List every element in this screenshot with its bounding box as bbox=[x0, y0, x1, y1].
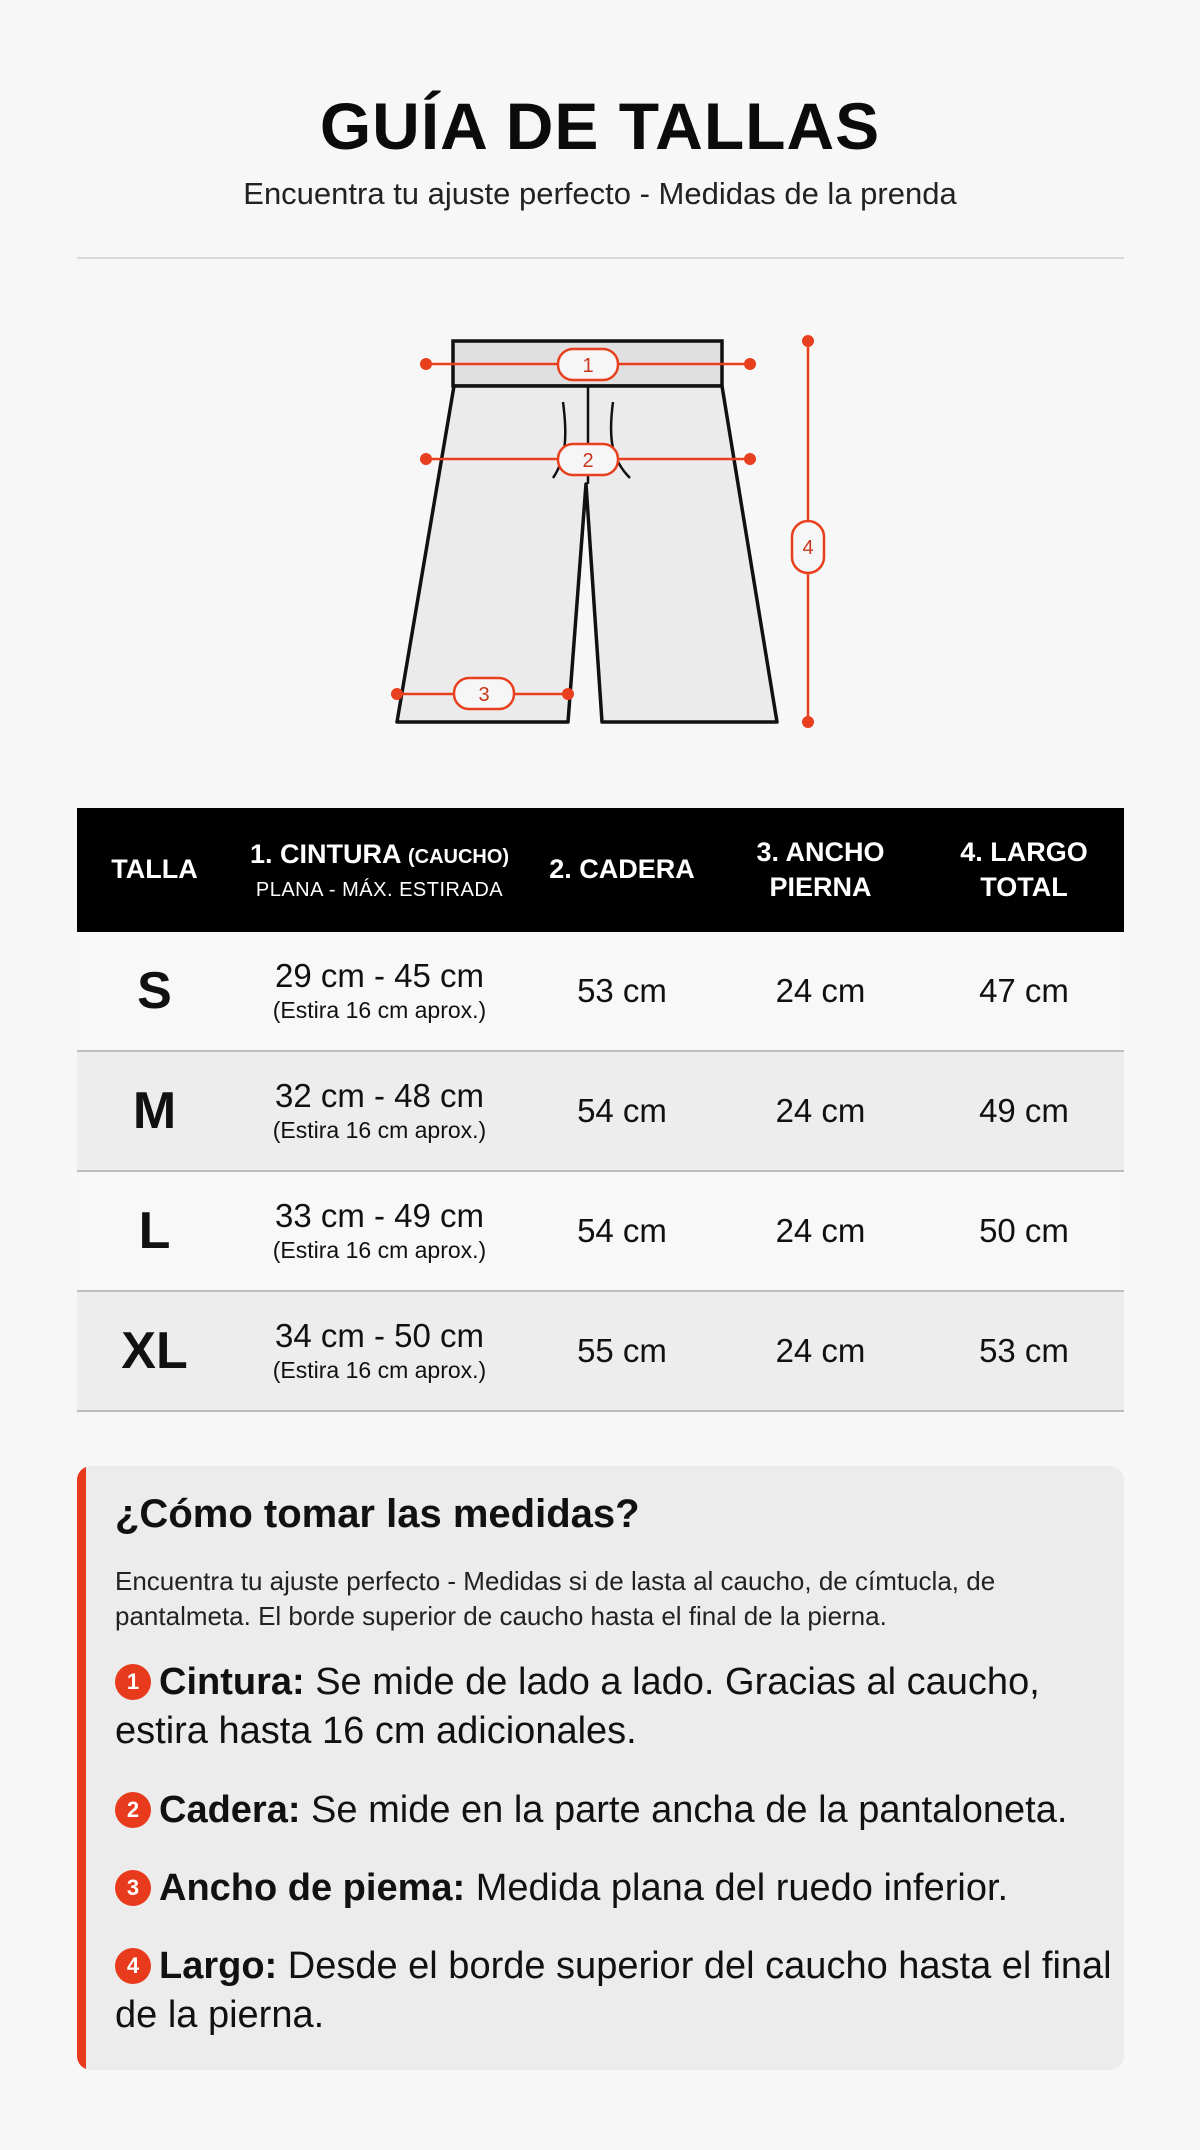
instruction-label: Cadera: bbox=[159, 1789, 301, 1831]
table-row bbox=[77, 1171, 1124, 1291]
header-waist: 1. CINTURA (CAUCHO) PLANA - MÁX. ESTIRADA bbox=[232, 808, 527, 932]
instruction-item-leg bbox=[115, 1864, 1115, 1913]
waist-marker-label: 1 bbox=[582, 355, 594, 377]
leg-cell: 24 cm bbox=[717, 1171, 924, 1291]
leg-cell: 24 cm bbox=[717, 932, 924, 1051]
page-title: GUÍA DE TALLAS bbox=[319, 89, 881, 163]
size-label: S bbox=[77, 932, 232, 1051]
leg-measure-dot bbox=[391, 688, 403, 700]
length-marker-label: 4 bbox=[802, 537, 814, 559]
hip-cell: 55 cm bbox=[527, 1291, 717, 1411]
waist-measure-dot bbox=[744, 358, 756, 370]
instruction-label: Largo: bbox=[159, 1945, 278, 1987]
number-3-icon: 3 bbox=[115, 1870, 151, 1906]
table-header-row bbox=[77, 808, 1124, 932]
size-label: M bbox=[77, 1051, 232, 1171]
instruction-item-waist bbox=[115, 1658, 1115, 1757]
instruction-label: Cintura: bbox=[159, 1661, 305, 1703]
how-to-measure-panel bbox=[77, 1466, 1124, 2070]
number-2-icon: 2 bbox=[115, 1792, 151, 1828]
header-leg-width: 3. ANCHO PIERNA bbox=[717, 808, 924, 932]
leg-cell: 24 cm bbox=[717, 1051, 924, 1171]
table-row bbox=[77, 1291, 1124, 1411]
size-label: XL bbox=[77, 1291, 232, 1411]
leg-measure-dot bbox=[562, 688, 574, 700]
leg-marker-label: 3 bbox=[478, 684, 490, 706]
length-cell: 47 cm bbox=[924, 932, 1124, 1051]
length-cell: 49 cm bbox=[924, 1051, 1124, 1171]
header-total-length: 4. LARGO TOTAL bbox=[924, 808, 1124, 932]
hip-cell: 53 cm bbox=[527, 932, 717, 1051]
instruction-item-hip bbox=[115, 1786, 1115, 1835]
hip-measure-dot bbox=[420, 453, 432, 465]
instruction-text: Desde el borde superior del caucho hasta el final de la pierna. bbox=[115, 1945, 1112, 2037]
hip-measure-dot bbox=[744, 453, 756, 465]
shorts-diagram bbox=[0, 0, 1200, 760]
instruction-text: Se mide en la parte ancha de la pantaloneta. bbox=[300, 1789, 1068, 1831]
accent-bar bbox=[77, 1466, 86, 2070]
waist-cell: 29 cm - 45 cm (Estira 16 cm aprox.) bbox=[232, 932, 527, 1051]
waist-cell: 33 cm - 49 cm (Estira 16 cm aprox.) bbox=[232, 1171, 527, 1291]
table-row bbox=[77, 1051, 1124, 1171]
size-label: L bbox=[77, 1171, 232, 1291]
number-4-icon: 4 bbox=[115, 1948, 151, 1984]
waist-measure-dot bbox=[420, 358, 432, 370]
instruction-label: Ancho de piema: bbox=[159, 1867, 466, 1909]
header-size: TALLA bbox=[77, 808, 232, 932]
instruction-text: Medida plana del ruedo inferior. bbox=[465, 1867, 1009, 1909]
size-table bbox=[77, 808, 1124, 1412]
table-row bbox=[77, 932, 1124, 1051]
length-cell: 53 cm bbox=[924, 1291, 1124, 1411]
hip-cell: 54 cm bbox=[527, 1171, 717, 1291]
how-to-intro: Encuentra tu ajuste perfecto - Medidas si de lasta al caucho, de címtucla, de pantalmeta. El borde superior de caucho hasta el final de la pierna. bbox=[115, 1566, 996, 1632]
waist-cell: 32 cm - 48 cm (Estira 16 cm aprox.) bbox=[232, 1051, 527, 1171]
hip-marker-label: 2 bbox=[582, 450, 594, 472]
instruction-text: Se mide de lado a lado. Gracias al caucho, estira hasta 16 cm adicionales. bbox=[115, 1661, 1040, 1753]
how-to-title: ¿Cómo tomar las medidas? bbox=[115, 1492, 640, 1536]
leg-cell: 24 cm bbox=[717, 1291, 924, 1411]
length-measure-dot bbox=[802, 716, 814, 728]
instruction-item-length bbox=[115, 1942, 1115, 2041]
length-measure-dot bbox=[802, 335, 814, 347]
page-subtitle: Encuentra tu ajuste perfecto - Medidas de la prenda bbox=[243, 176, 957, 211]
hip-cell: 54 cm bbox=[527, 1051, 717, 1171]
waist-cell: 34 cm - 50 cm (Estira 16 cm aprox.) bbox=[232, 1291, 527, 1411]
length-cell: 50 cm bbox=[924, 1171, 1124, 1291]
header-hip: 2. CADERA bbox=[527, 808, 717, 932]
number-1-icon: 1 bbox=[115, 1664, 151, 1700]
